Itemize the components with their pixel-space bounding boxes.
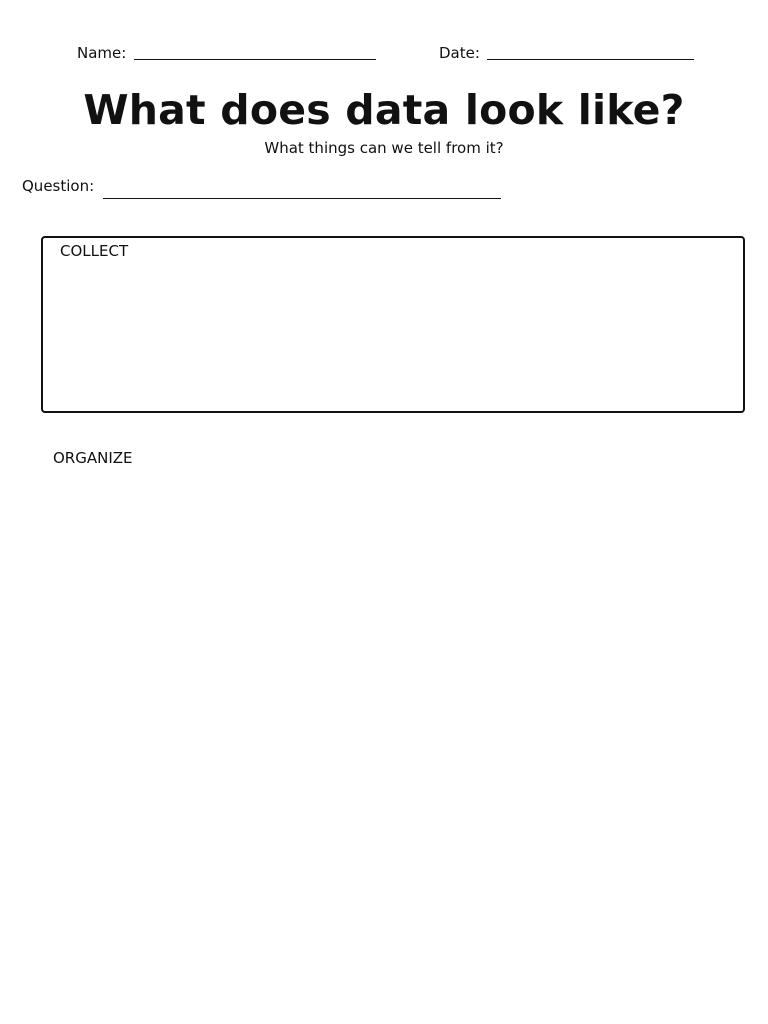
page-title: What does data look like? [83,86,685,134]
question-label: Question: [22,177,95,195]
question-field-line[interactable] [103,198,501,199]
name-label: Name: [77,44,127,62]
name-field-line[interactable] [134,59,376,60]
date-field-line[interactable] [487,59,694,60]
page-subtitle: What things can we tell from it? [264,139,504,157]
collect-label: COLLECT [60,242,129,260]
collect-box[interactable] [41,236,745,413]
date-label: Date: [439,44,480,62]
organize-label: ORGANIZE [53,449,133,467]
